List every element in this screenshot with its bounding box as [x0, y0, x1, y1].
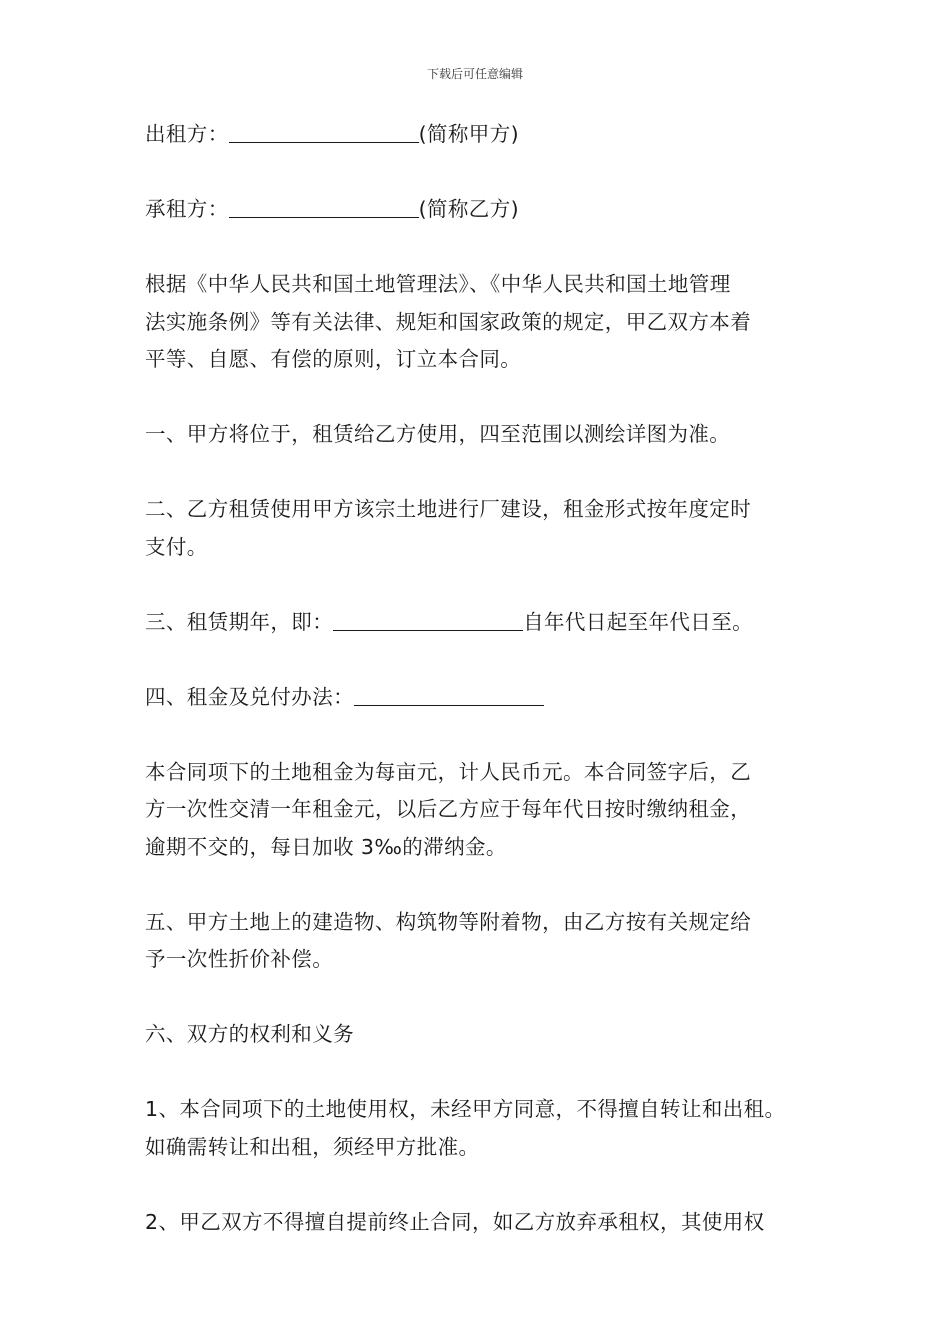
clause-1-line-1: 一、甲方将位于，租赁给乙方使用，四至范围以测绘详图为准。: [145, 422, 731, 446]
clause-3: [145, 604, 825, 642]
clause-5-line-2: 予一次性折价补偿。: [145, 947, 334, 971]
item-1-line-1: 1、本合同项下的土地使用权，未经甲方同意，不得擅自转让和出租。: [145, 1097, 786, 1121]
clause-4: [145, 679, 825, 717]
lessor-line: [145, 116, 825, 154]
clause-3-blank: [333, 610, 523, 631]
lessee-label: 承租方：: [145, 197, 229, 221]
clause-6-title-text: 六、双方的权利和义务: [145, 1022, 354, 1046]
clause-2: [145, 491, 825, 566]
lessee-line: [145, 191, 825, 229]
preamble-paragraph: [145, 266, 825, 379]
clause-2-line-2: 支付。: [145, 534, 208, 559]
rent-paragraph: [145, 754, 825, 867]
preamble-line-2: 法实施条例》等有关法律、规矩和国家政策的规定，甲乙双方本着: [145, 309, 752, 334]
lessor-abbr: (简称甲方): [418, 122, 520, 146]
lessee-abbr: (简称乙方): [418, 197, 520, 221]
clause-1: [145, 416, 825, 454]
lessor-blank: [229, 122, 419, 143]
page-header: 下载后可任意编辑: [426, 67, 523, 81]
item-2: [145, 1204, 825, 1242]
lessee-blank: [229, 197, 419, 218]
lessor-label: 出租方：: [145, 122, 229, 146]
contract-body: [145, 116, 825, 1279]
item-2-line-1: 2、甲乙双方不得擅自提前终止合同，如乙方放弃承租权，其使用权: [145, 1209, 765, 1234]
preamble-line-1: 根据《中华人民共和国土地管理法》、《中华人民共和国土地管理: [145, 272, 731, 296]
clause-6-title: [145, 1016, 825, 1054]
rent-line-1: 本合同项下的土地租金为每亩元，计人民币元。本合同签字后，乙: [145, 759, 752, 784]
clause-3-prefix: 三、租赁期年，即：: [145, 609, 334, 634]
clause-4-blank: [354, 685, 544, 706]
clause-5: [145, 904, 825, 979]
clause-3-suffix: 自年代日起至年代日至。: [523, 609, 754, 634]
item-1: [145, 1091, 825, 1166]
preamble-line-3: 平等、自愿、有偿的原则，订立本合同。: [145, 347, 522, 371]
rent-line-3: 逾期不交的，每日加收 3‰的滞纳金。: [145, 834, 507, 859]
clause-2-line-1: 二、乙方租赁使用甲方该宗土地进行厂建设，租金形式按年度定时: [145, 497, 752, 521]
clause-5-line-1: 五、甲方土地上的建造物、构筑物等附着物，由乙方按有关规定给: [145, 909, 752, 934]
clause-4-label: 四、租金及兑付办法：: [145, 684, 354, 709]
item-1-line-2: 如确需转让和出租，须经甲方批准。: [145, 1134, 480, 1159]
rent-line-2: 方一次性交清一年租金元，以后乙方应于每年代日按时缴纳租金，: [145, 797, 752, 821]
